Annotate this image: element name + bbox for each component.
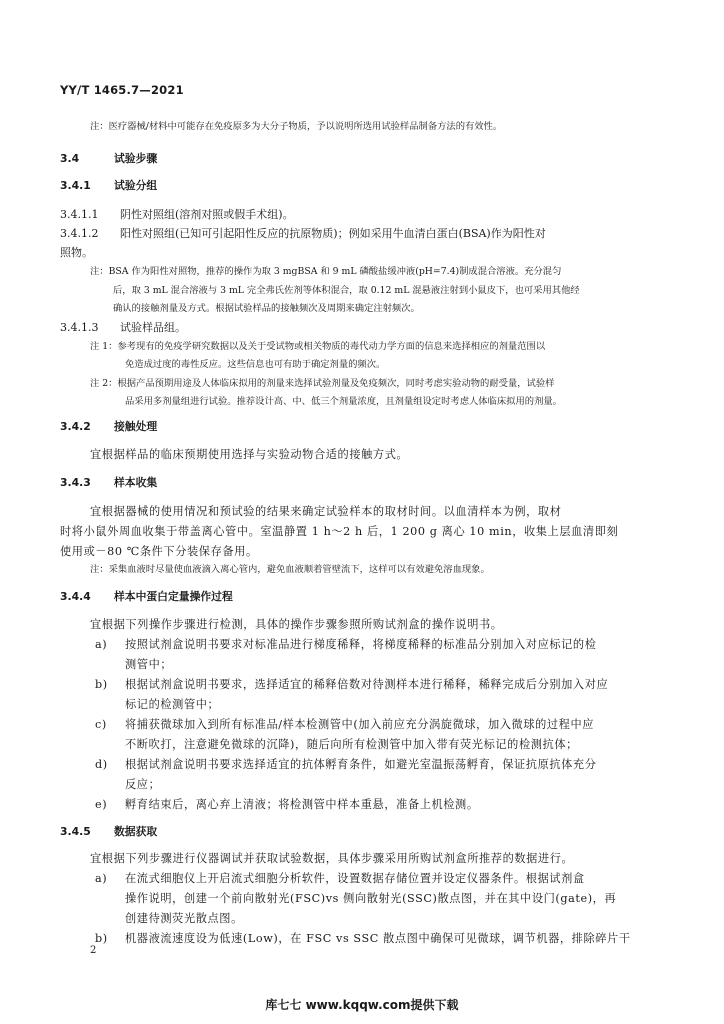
note: 注 2：根据产品预期用途及人体临床拟用的剂量来选择试验剂量及免疫频次，同时考虑实验动物的耐受量，试验样	[90, 378, 555, 389]
note: 后，取 3 mL 混合溶液与 3 mL 完全弗氏佐剂等体积混合，取 0.12 mL 混悬液注射到小鼠皮下，也可采用其他经	[113, 285, 580, 296]
paragraph: 宜根据器械的使用情况和预试验的结果来确定试验样本的取材时间。以血清样本为例，取材	[90, 505, 562, 518]
subsection: 3.4.1.2 阳性对照组(已知可引起阳性反应的抗原物质)；例如采用牛血清白蛋白(BSA)作为阳性对	[60, 227, 546, 240]
list-item-continuation: 标记的检测管中；	[125, 698, 220, 711]
download-footer: 库七七 www.kqqw.com提供下载	[265, 998, 459, 1012]
note: 注：BSA 作为阳性对照物，推荐的操作为取 3 mgBSA 和 9 mL 磷酸盐缓冲液(pH=7.4)制成混合溶液。充分混匀	[90, 266, 562, 277]
subsection: 3.4.1.1 阴性对照组(溶剂对照或假手术组)。	[60, 208, 294, 221]
section-heading: 3.4.5 数据获取	[60, 825, 158, 838]
list-item-continuation: 操作说明，创建一个前向散射光(FSC)vs 侧向散射光(SSC)散点图，并在其中设门(gate)，再	[125, 892, 617, 905]
paragraph: 宜根据下列操作步骤进行检测，具体的操作步骤参照所购试剂盒的操作说明书。	[90, 618, 503, 631]
list-item: a) 在流式细胞仪上开启流式细胞分析软件，设置数据存储位置并设定仪器条件。根据试剂盒	[95, 872, 585, 885]
note: 品采用多剂量组进行试验。推荐设计高、中、低三个剂量浓度，且剂量组设定时考虑人体临床拟用的剂量。	[125, 396, 562, 407]
list-item: b) 根据试剂盒说明书要求，选择适宜的稀释倍数对待测样本进行稀释，稀释完成后分别加入对应	[95, 678, 609, 691]
section-heading: 3.4.2 接触处理	[60, 420, 158, 433]
list-item-continuation: 测管中；	[125, 658, 173, 671]
note: 注：采集血液时尽量使血液滴入离心管内，避免血液顺着管壁流下，这样可以有效避免溶血现象。	[90, 564, 490, 575]
list-item-continuation: 不断吹打，注意避免微球的沉降)，随后向所有检测管中加入带有荧光标记的检测抗体；	[125, 738, 578, 751]
subsection: 3.4.1.3 试验样品组。	[60, 321, 186, 334]
paragraph: 宜根据样品的临床预期使用选择与实验动物合适的接触方式。	[90, 448, 409, 461]
list-item: b) 机器液流速度设为低速(Low)，在 FSC vs SSC 散点图中确保可见微球，调节机器，排除碎片干	[95, 932, 631, 945]
paragraph: 宜根据下列步骤进行仪器调试并获取试验数据，具体步骤采用所购试剂盒所推荐的数据进行。	[90, 852, 574, 865]
note: 免造成过度的毒性反应。这些信息也可有助于确定剂量的频次。	[125, 359, 386, 370]
list-item-continuation: 反应；	[125, 778, 161, 791]
list-item: e) 孵育结束后，离心弃上清液；将检测管中样本重悬，准备上机检测。	[95, 798, 479, 811]
section-heading: 3.4.4 样本中蛋白定量操作过程	[60, 590, 233, 603]
note: 注 1：参考现有的免疫学研究数据以及关于受试物或相关物质的毒代动力学方面的信息来选择相应的剂量范围以	[90, 341, 546, 352]
page-number: 2	[90, 945, 97, 956]
section-heading: 3.4 试验步骤	[60, 152, 158, 165]
section-heading: 3.4.1 试验分组	[60, 179, 158, 192]
list-item-continuation: 创建待测荧光散点图。	[125, 912, 243, 925]
note: 注：医疗器械/材料中可能存在免疫原多为大分子物质，予以说明所选用试验样品制备方法的有效性。	[90, 121, 503, 132]
list-item: d) 根据试剂盒说明书要求选择适宜的抗体孵育条件，如避光室温振荡孵育，保证抗原抗体充分	[95, 758, 597, 771]
list-item: a) 按照试剂盒说明书要求对标准品进行梯度稀释，将梯度稀释的标准品分别加入对应标记的检	[95, 638, 597, 651]
list-item: c) 将捕获微球加入到所有标准品/样本检测管中(加入前应充分涡旋微球，加入微球的过程中应	[95, 718, 595, 731]
note: 确认的接触剂量及方式。根据试验样品的接触频次及周期来确定注射频次。	[113, 303, 420, 314]
section-heading: 3.4.3 样本收集	[60, 476, 158, 489]
subsection-continuation: 照物。	[60, 246, 93, 259]
document-id: YY/T 1465.7—2021	[60, 83, 184, 97]
paragraph: 时将小鼠外周血收集于带盖离心管中。室温静置 1 h～2 h 后，1 200 g 离心 10 min，收集上层血清即刻	[60, 525, 619, 538]
paragraph: 使用或－80 ℃条件下分装保存备用。	[60, 545, 258, 558]
